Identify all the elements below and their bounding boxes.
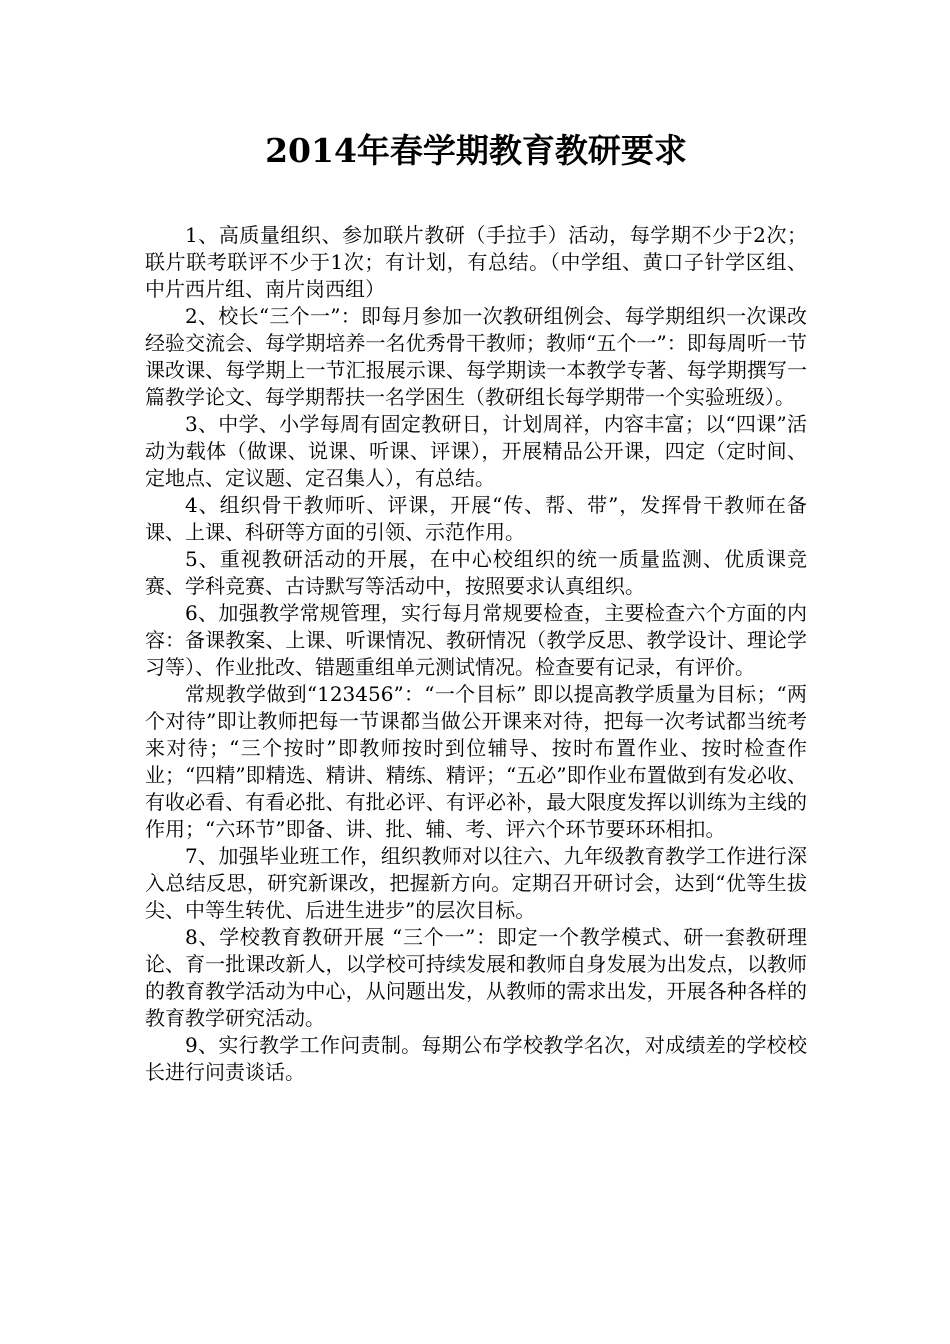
paragraph-2: 2、校长“三个一”：即每月参加一次教研组例会、每学期组织一次课改经验交流会、每学期培养一名优秀骨干教师；教师“五个一”：即每周听一节课改课、每学期上一节汇报展示课、每学期读一本教学专著、每学期撰写一篇教学论文、每学期帮扶一名学困生（教研组长每学期带一个实验班级）。 [145, 304, 807, 409]
paragraph-8: 8、学校教育教研开展 “三个一”：即定一个教学模式、研一套教研理论、育一批课改新人，以学校可持续发展和教师自身发展为出发点，以教师的教育教学活动为中心，从问题出发，从教师的需求出发，开展各种各样的教育教学研究活动。 [145, 925, 807, 1030]
paragraph-3: 3、中学、小学每周有固定教研日，计划周祥，内容丰富；以“四课”活动为载体（做课、说课、听课、评课），开展精品公开课，四定（定时间、定地点、定议题、定召集人），有总结。 [145, 412, 807, 490]
paragraph-1: 1、高质量组织、参加联片教研（手拉手）活动，每学期不少于2次；联片联考联评不少于1次；有计划，有总结。（中学组、黄口子针学区组、中片西片组、南片岗西组） [145, 223, 807, 301]
paragraph-4: 4、组织骨干教师听、评课，开展“传、帮、带”，发挥骨干教师在备课、上课、科研等方面的引领、示范作用。 [145, 493, 807, 544]
paragraph-9: 9、实行教学工作问责制。每期公布学校教学名次，对成绩差的学校校长进行问责谈话。 [145, 1033, 807, 1084]
paragraph-5: 5、重视教研活动的开展，在中心校组织的统一质量监测、优质课竞赛、学科竞赛、古诗默写等活动中，按照要求认真组织。 [145, 547, 807, 598]
document-title: 2014年春学期教育教研要求 [265, 131, 687, 170]
document-body [145, 222, 807, 1086]
paragraph-7: 7、加强毕业班工作，组织教师对以往六、九年级教育教学工作进行深入总结反思，研究新课改，把握新方向。定期召开研讨会，达到“优等生拔尖、中等生转优、后进生进步”的层次目标。 [145, 844, 807, 922]
paragraph-6: 6、加强教学常规管理，实行每月常规要检查，主要检查六个方面的内容：备课教案、上课、听课情况、教研情况（教学反思、教学设计、理论学习等）、作业批改、错题重组单元测试情况。检查要有记录，有评价。 [145, 601, 807, 679]
paragraph-routine: 常规教学做到“123456”：“一个目标” 即以提高教学质量为目标；“两个对待”即让教师把每一节课都当做公开课来对待，把每一次考试都当统考来对待；“三个按时”即教师按时到位辅导、按时布置作业、按时检查作业；“四精”即精选、精讲、精练、精评；“五必”即作业布置做到有发必收、有收必看、有看必批、有批必评、有评必补，最大限度发挥以训练为主线的作用；“六环节”即备、讲、批、辅、考、评六个环节要环环相扣。 [145, 682, 807, 841]
